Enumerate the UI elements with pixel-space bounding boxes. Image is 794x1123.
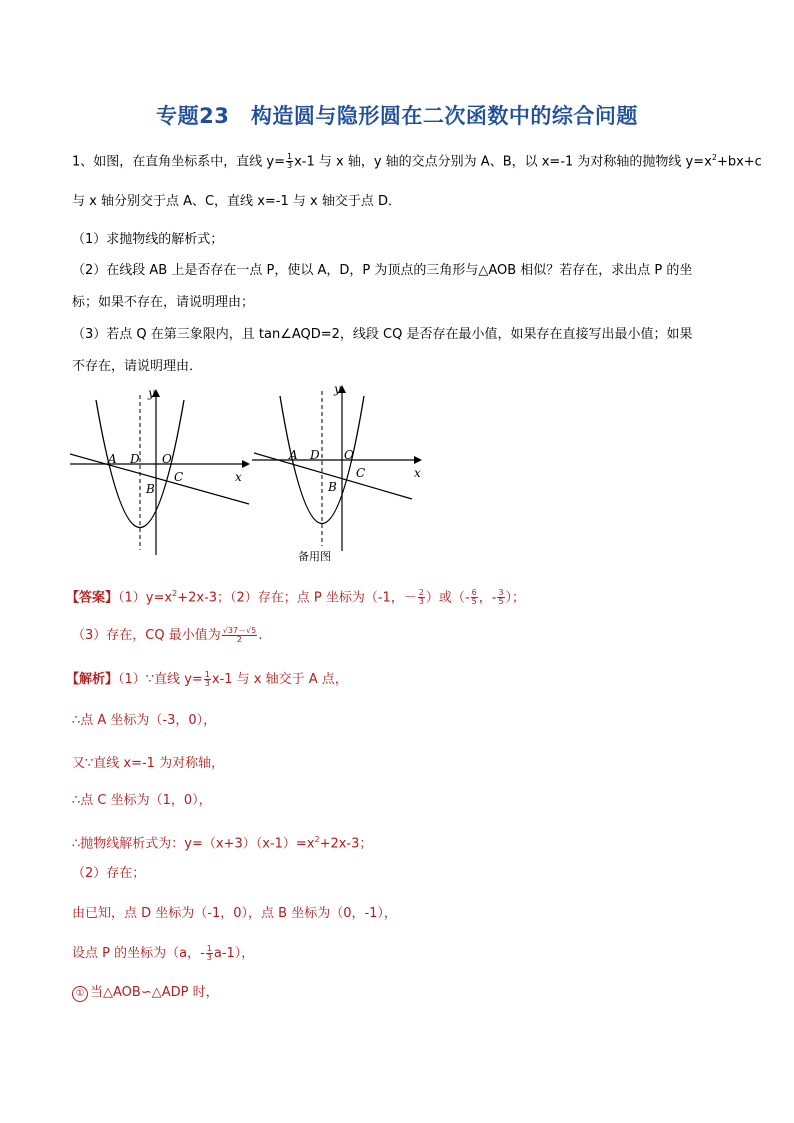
label-O-2: O: [344, 448, 354, 462]
fraction-one-third: $\frac{1}{3}$: [287, 152, 293, 171]
answer-line-1: 【答案】$(1)y=x^2+2x-3$；（2）存在；点 P 坐标为（-1，－ $\frac{2}{3}$ ）或（- $\frac{6}{5}$ ，- $\frac{3}{5}$ ）；: [66, 588, 526, 607]
label-y: y: [148, 386, 155, 400]
label-A-2: A: [289, 448, 298, 462]
label-A: A: [108, 452, 117, 466]
label-x: x: [235, 470, 242, 484]
page-title: 专题23 构造圆与隐形圆在二次函数中的综合问题: [156, 104, 638, 128]
label-O: O: [162, 452, 172, 466]
question-3b: 不存在，请说明理由．: [72, 359, 203, 374]
answer-line-2: （3）存在，CQ 最小值为 $\frac{√37-√5}{2}$ .: [72, 626, 263, 644]
figure-graph-1: [70, 385, 250, 555]
question-3a: （3）若点 Q 在第三象限内，且 tan∠AQD=2，线段 CQ 是否存在最小值，如果存在直接写出最小值；如果: [72, 327, 693, 342]
label-D: D: [130, 452, 140, 466]
analysis-line-6: （2）存在；: [72, 866, 146, 881]
label-x-2: x: [414, 466, 421, 480]
figure-graph-2: [252, 381, 432, 551]
analysis-line-7: 由已知，点 D 坐标为（-1，0），点 B 坐标为（0，-1），: [72, 906, 397, 921]
analysis-line-4: ∴点 C 坐标为（1，0），: [72, 793, 212, 808]
analysis-line-9: ① 当△AOB∽△ADP 时，: [72, 985, 219, 1002]
problem-line-1: 1、如图，在直角坐标系中，直线 y= $\frac{1}{3}$ x-1 与 x 轴，y 轴的交点分别为 A、B，以 x=-1 为对称轴的抛物线 $y=x^2+bx+c$: [72, 152, 762, 171]
analysis-line-2: ∴点 A 坐标为（-3，0），: [72, 713, 217, 728]
label-y-2: y: [334, 382, 341, 396]
question-2b: 标；如果不存在，请说明理由；: [72, 295, 255, 310]
question-1: （1）求抛物线的解析式；: [72, 232, 224, 247]
figure-caption: 备用图: [298, 550, 331, 563]
label-C-2: C: [356, 466, 366, 480]
case-number-circle: ①: [72, 986, 88, 1002]
analysis-line-3: 又∵直线 x=-1 为对称轴，: [72, 756, 225, 771]
analysis-line-1: 【解析】（1）∵直线 y= $\frac{1}{3}$ x-1 与 x 轴交于 A 点，: [66, 670, 348, 688]
problem-line-2: 与 x 轴分别交于点 A、C，直线 x=-1 与 x 轴交于点 D．: [72, 194, 401, 209]
label-C: C: [174, 470, 184, 484]
label-D-2: D: [310, 448, 320, 462]
label-B-2: B: [328, 480, 337, 494]
question-2a: （2）在线段 AB 上是否存在一点 P，使以 A，D，P 为顶点的三角形与△AOB 相似？若存在，求出点 P 的坐: [72, 263, 693, 278]
analysis-line-8: 设点 P 的坐标为（a，- $\frac{1}{3}$ a-1），: [72, 944, 255, 962]
label-B: B: [146, 482, 155, 496]
analysis-line-5: ∴抛物线解析式为：$y=(x+3)(x-1)=x^2+2x-3$；: [72, 835, 373, 852]
